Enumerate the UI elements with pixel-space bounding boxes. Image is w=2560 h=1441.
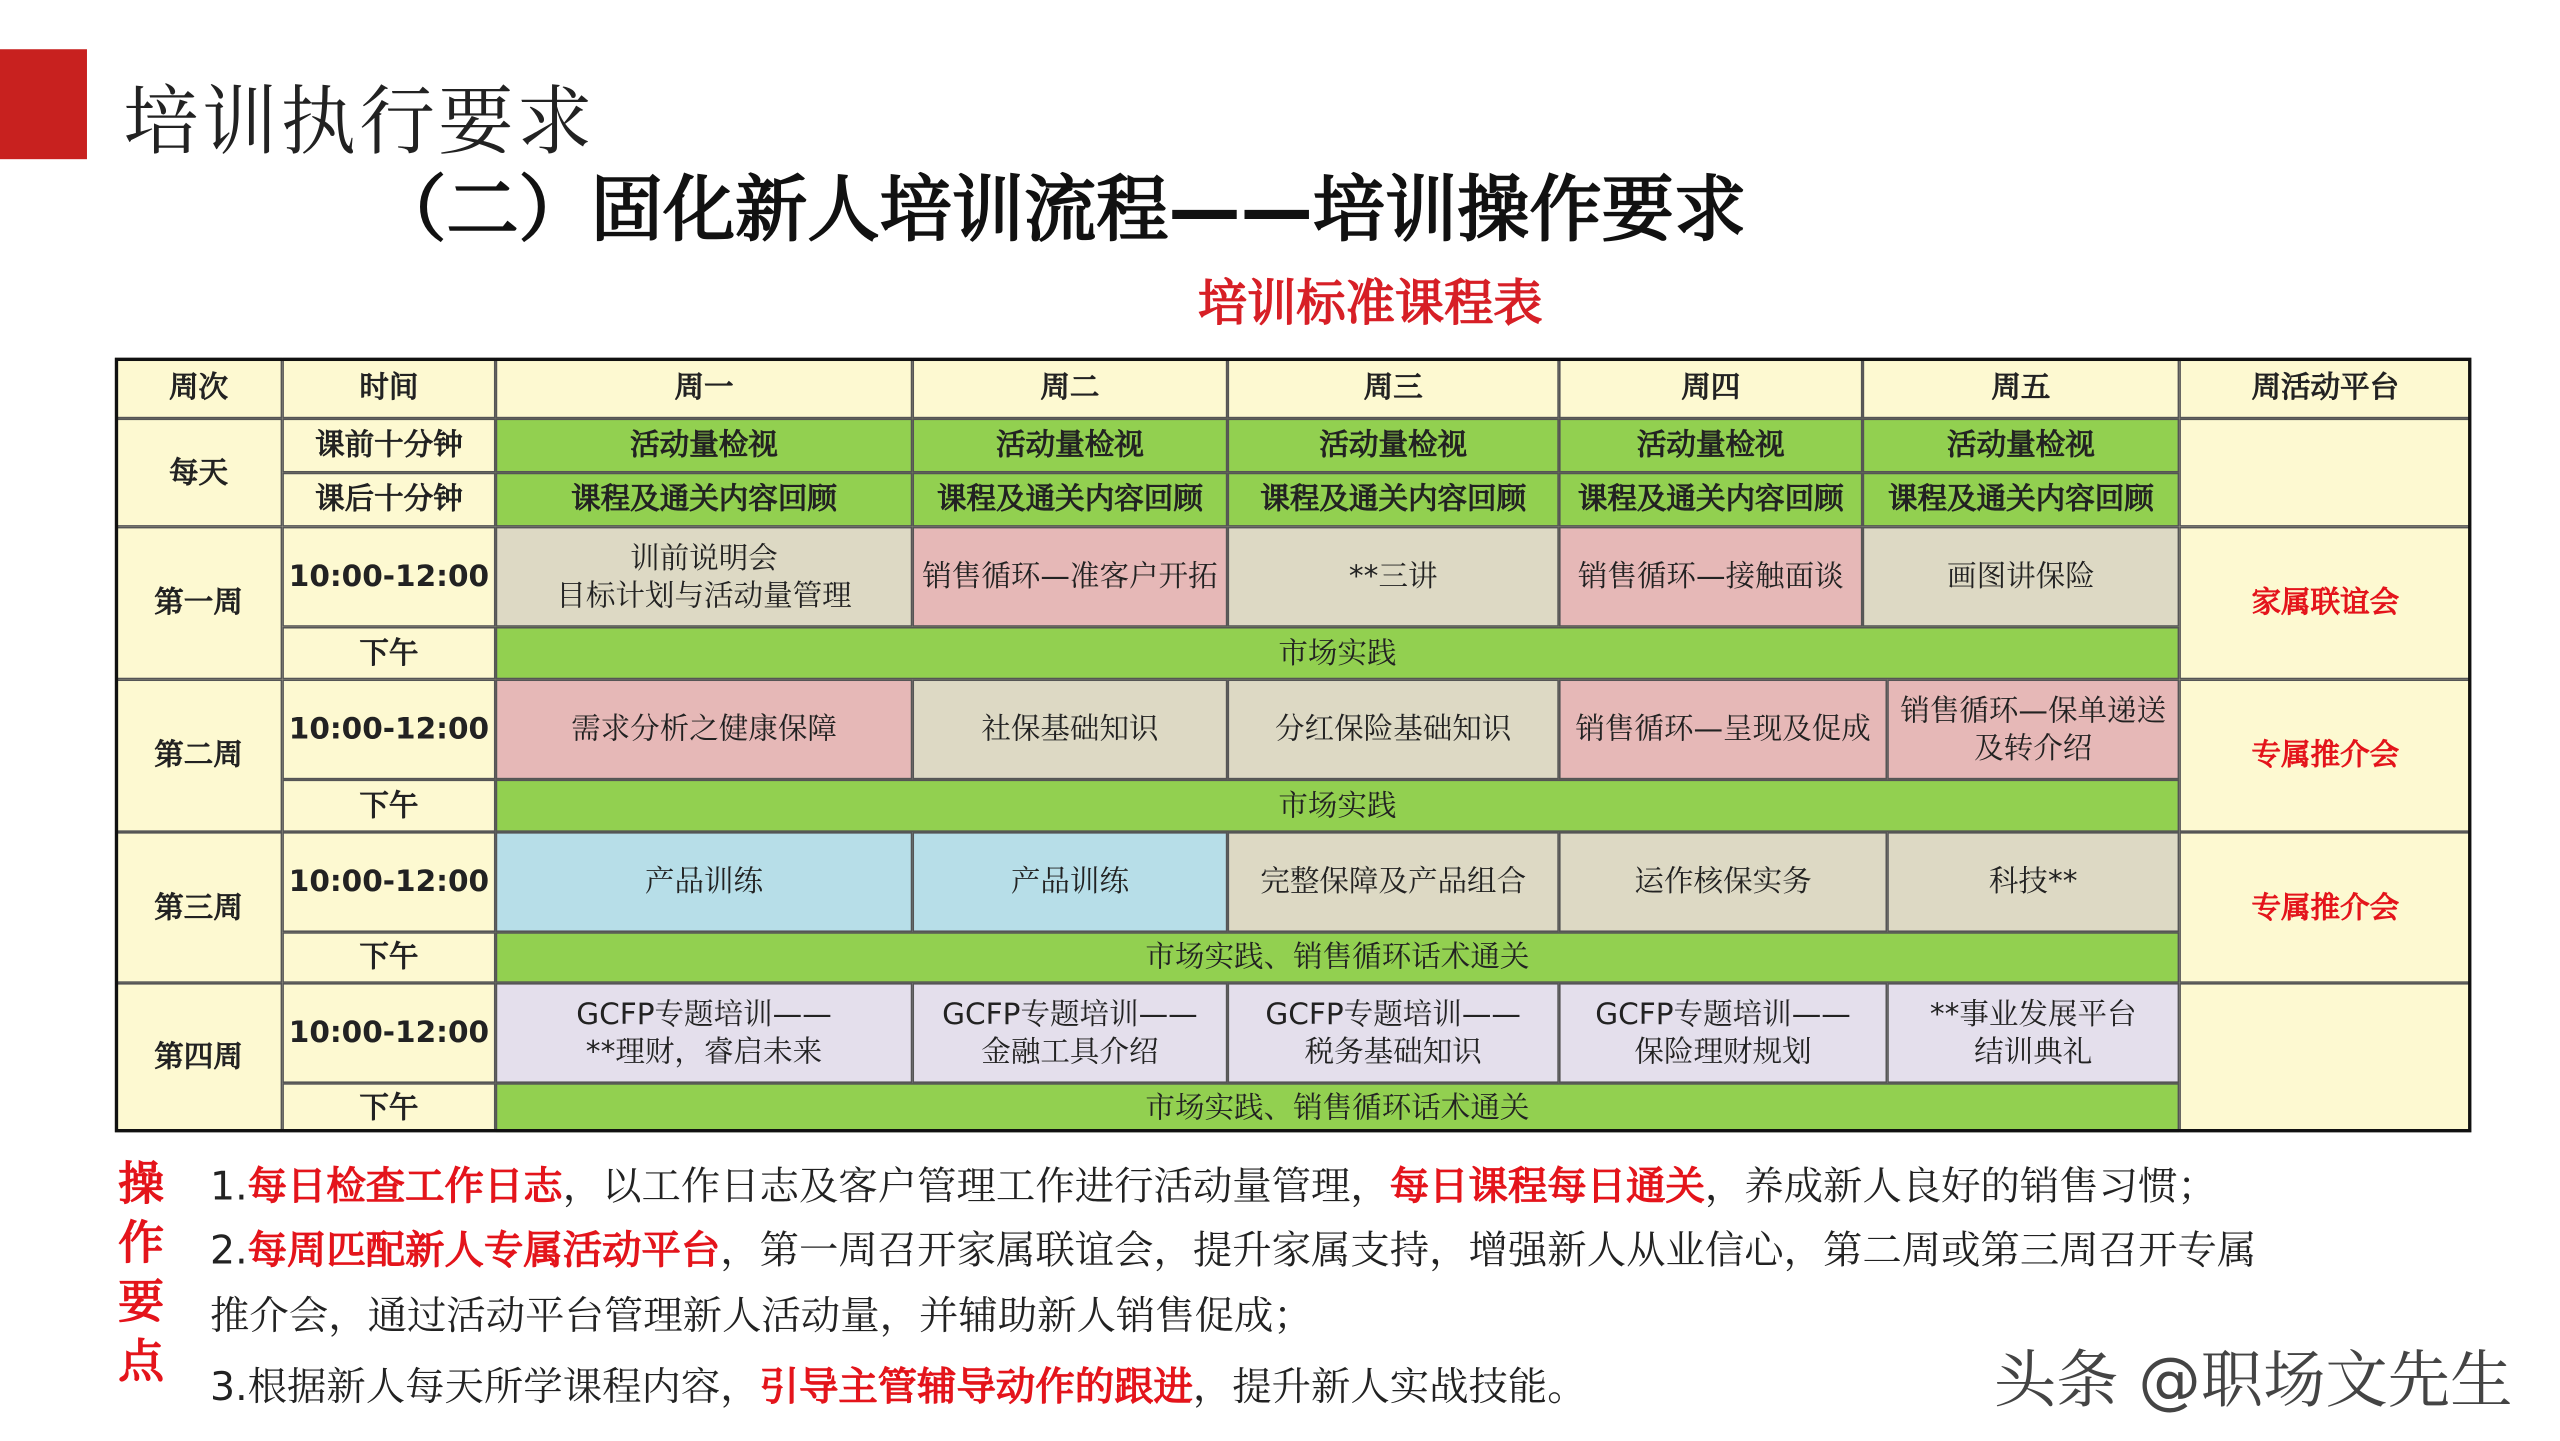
note-text: 推介会，通过活动平台管理新人活动量，并辅助新人销售促成； bbox=[210, 1293, 1313, 1340]
column-header: 周一 bbox=[496, 358, 913, 419]
note-text: ，提升新人实战技能。 bbox=[1192, 1363, 1587, 1410]
course-cell: 产品训练 bbox=[912, 832, 1227, 932]
course-cell: 销售循环—呈现及促成 bbox=[1559, 679, 1887, 779]
time-cell: 10:00-12:00 bbox=[282, 983, 495, 1083]
course-cell: 运作核保实务 bbox=[1559, 832, 1887, 932]
course-cell: **三讲 bbox=[1227, 527, 1558, 627]
note-text: ，第一周召开家属联谊会，提升家属支持，增强新人从业信心，第二周或第三周召开专属 bbox=[720, 1227, 2257, 1274]
time-cell: 课后十分钟 bbox=[282, 473, 495, 527]
daily-task-cell: 活动量检视 bbox=[1559, 418, 1863, 472]
daily-task-cell: 活动量检视 bbox=[1863, 418, 2180, 472]
course-cell: 销售循环—接触面谈 bbox=[1559, 527, 1863, 627]
note-line bbox=[210, 1218, 2256, 1275]
course-cell: 完整保障及产品组合 bbox=[1227, 832, 1558, 932]
note-highlight: 每日课程每日通关 bbox=[1389, 1163, 1705, 1210]
course-cell: 分红保险基础知识 bbox=[1227, 679, 1558, 779]
note-line bbox=[210, 1283, 1313, 1340]
time-cell: 下午 bbox=[282, 779, 495, 832]
note-line bbox=[210, 1354, 1587, 1411]
row-label-daily: 每天 bbox=[115, 418, 282, 526]
platform-cell: 专属推介会 bbox=[2179, 679, 2471, 832]
time-cell: 下午 bbox=[282, 1083, 495, 1132]
column-header: 周活动平台 bbox=[2179, 358, 2471, 419]
section-title: 培训执行要求 bbox=[123, 77, 596, 166]
table-title: 培训标准课程表 bbox=[1197, 275, 1543, 334]
slide-subtitle: （二）固化新人培训流程——培训操作要求 bbox=[374, 169, 1747, 253]
daily-task-cell: 活动量检视 bbox=[1227, 418, 1558, 472]
afternoon-cell: 市场实践、销售循环话术通关 bbox=[496, 1083, 2180, 1132]
daily-task-cell: 课程及通关内容回顾 bbox=[496, 473, 913, 527]
course-cell: 画图讲保险 bbox=[1863, 527, 2180, 627]
course-cell: GCFP专题培训—— 金融工具介绍 bbox=[912, 983, 1227, 1083]
note-highlight: 每日检查工作日志 bbox=[247, 1163, 563, 1210]
course-cell: 需求分析之健康保障 bbox=[496, 679, 913, 779]
course-cell: 社保基础知识 bbox=[912, 679, 1227, 779]
watermark: 头条 @职场文先生 bbox=[1993, 1343, 2513, 1417]
platform-cell: 家属联谊会 bbox=[2179, 527, 2471, 680]
daily-task-cell: 课程及通关内容回顾 bbox=[1863, 473, 2180, 527]
afternoon-cell: 市场实践 bbox=[496, 779, 2180, 832]
note-text: ，养成新人良好的销售习惯； bbox=[1704, 1163, 2217, 1210]
column-header: 周三 bbox=[1227, 358, 1558, 419]
time-cell: 课前十分钟 bbox=[282, 418, 495, 472]
afternoon-cell: 市场实践、销售循环话术通关 bbox=[496, 932, 2180, 983]
note-text: 1. bbox=[210, 1163, 248, 1210]
course-cell: GCFP专题培训—— **理财，睿启未来 bbox=[496, 983, 913, 1083]
column-header: 周四 bbox=[1559, 358, 1863, 419]
course-cell: GCFP专题培训—— 保险理财规划 bbox=[1559, 983, 1887, 1083]
column-header: 周次 bbox=[115, 358, 282, 419]
time-cell: 10:00-12:00 bbox=[282, 679, 495, 779]
daily-task-cell: 活动量检视 bbox=[912, 418, 1227, 472]
daily-task-cell: 课程及通关内容回顾 bbox=[1559, 473, 1863, 527]
daily-task-cell: 课程及通关内容回顾 bbox=[912, 473, 1227, 527]
daily-task-cell: 活动量检视 bbox=[496, 418, 913, 472]
note-highlight: 引导主管辅导动作的跟进 bbox=[759, 1363, 1193, 1410]
course-cell: GCFP专题培训—— 税务基础知识 bbox=[1227, 983, 1558, 1083]
week-label: 第三周 bbox=[115, 832, 282, 983]
platform-cell bbox=[2179, 418, 2471, 526]
accent-block bbox=[0, 49, 87, 159]
platform-cell bbox=[2179, 983, 2471, 1132]
platform-cell: 专属推介会 bbox=[2179, 832, 2471, 983]
course-cell: 产品训练 bbox=[496, 832, 913, 932]
note-highlight: 每周匹配新人专属活动平台 bbox=[247, 1227, 721, 1274]
week-label: 第一周 bbox=[115, 527, 282, 680]
course-cell: 科技** bbox=[1887, 832, 2179, 932]
afternoon-cell: 市场实践 bbox=[496, 627, 2180, 680]
column-header: 时间 bbox=[282, 358, 495, 419]
notes-label: 操作要点 bbox=[118, 1156, 165, 1389]
time-cell: 下午 bbox=[282, 627, 495, 680]
note-text: 3.根据新人每天所学课程内容， bbox=[210, 1363, 760, 1410]
time-cell: 10:00-12:00 bbox=[282, 832, 495, 932]
column-header: 周五 bbox=[1863, 358, 2180, 419]
time-cell: 下午 bbox=[282, 932, 495, 983]
note-text: 2. bbox=[210, 1227, 248, 1274]
note-text: ，以工作日志及客户管理工作进行活动量管理， bbox=[562, 1163, 1390, 1210]
course-cell: 销售循环—准客户开拓 bbox=[912, 527, 1227, 627]
week-label: 第四周 bbox=[115, 983, 282, 1132]
course-cell: 销售循环—保单递送及转介绍 bbox=[1887, 679, 2179, 779]
course-cell: 训前说明会 目标计划与活动量管理 bbox=[496, 527, 913, 627]
course-cell: **事业发展平台 结训典礼 bbox=[1887, 983, 2179, 1083]
time-cell: 10:00-12:00 bbox=[282, 527, 495, 627]
note-line bbox=[210, 1154, 2217, 1211]
week-label: 第二周 bbox=[115, 679, 282, 832]
daily-task-cell: 课程及通关内容回顾 bbox=[1227, 473, 1558, 527]
column-header: 周二 bbox=[912, 358, 1227, 419]
